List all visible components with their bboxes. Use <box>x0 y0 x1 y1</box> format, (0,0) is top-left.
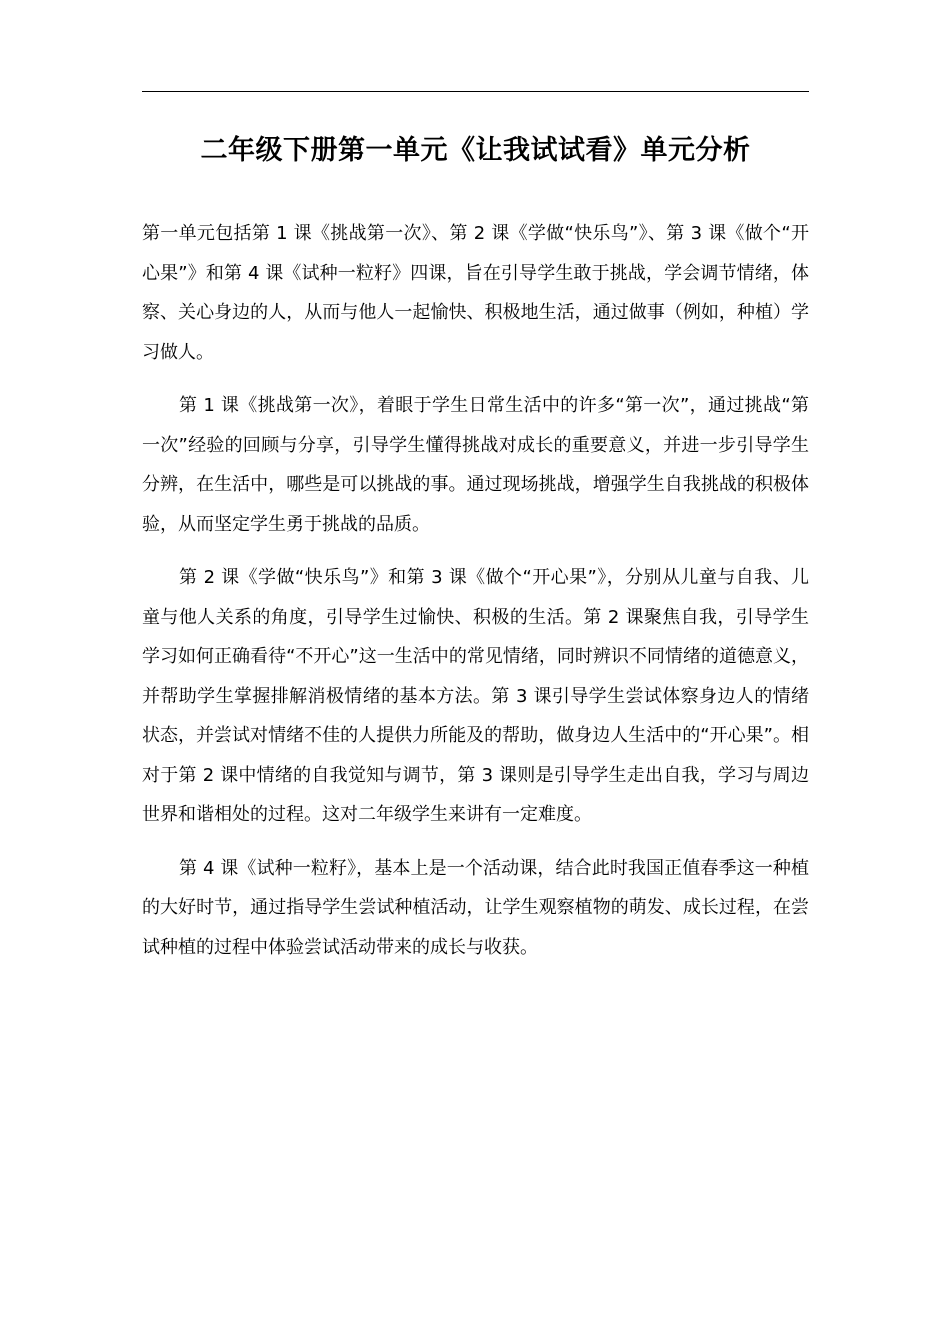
document-body <box>142 214 809 967</box>
document-title: 二年级下册第一单元《让我试试看》单元分析 <box>200 135 751 166</box>
paragraph-unit-overview: 第一单元包括第 1 课《挑战第一次》、第 2 课《学做“快乐鸟”》、第 3 课《做个“开心果”》和第 4 课《试种一粒籽》四课，旨在引导学生敢于挑战，学会调节情绪，体察、关心身边的人，从而与他人一起愉快、积极地生活，通过做事（例如，种植）学习做人。 <box>142 223 809 363</box>
header-rule <box>142 91 809 92</box>
paragraph-lesson-1: 第 1 课《挑战第一次》，着眼于学生日常生活中的许多“第一次”，通过挑战“第一次”经验的回顾与分享，引导学生懂得挑战对成长的重要意义，并进一步引导学生分辨，在生活中，哪些是可以挑战的事。通过现场挑战，增强学生自我挑战的积极体验，从而坚定学生勇于挑战的品质。 <box>142 395 809 535</box>
paragraph-lessons-2-3: 第 2 课《学做“快乐鸟”》和第 3 课《做个“开心果”》，分别从儿童与自我、儿童与他人关系的角度，引导学生过愉快、积极的生活。第 2 课聚焦自我，引导学生学习如何正确看待“不开心”这一生活中的常见情绪，同时辨识不同情绪的道德意义，并帮助学生掌握排解消极情绪的基本方法。第 3 课引导学生尝试体察身边人的情绪状态，并尝试对情绪不佳的人提供力所能及的帮助，做身边人生活中的“开心果”。相对于第 2 课中情绪的自我觉知与调节，第 3 课则是引导学生走出自我，学习与周边世界和谐相处的过程。这对二年级学生来讲有一定难度。 <box>142 567 809 825</box>
paragraph-lesson-4: 第 4 课《试种一粒籽》，基本上是一个活动课，结合此时我国正值春季这一种植的大好时节，通过指导学生尝试种植活动，让学生观察植物的萌发、成长过程，在尝试种植的过程中体验尝试活动带来的成长与收获。 <box>142 857 809 958</box>
